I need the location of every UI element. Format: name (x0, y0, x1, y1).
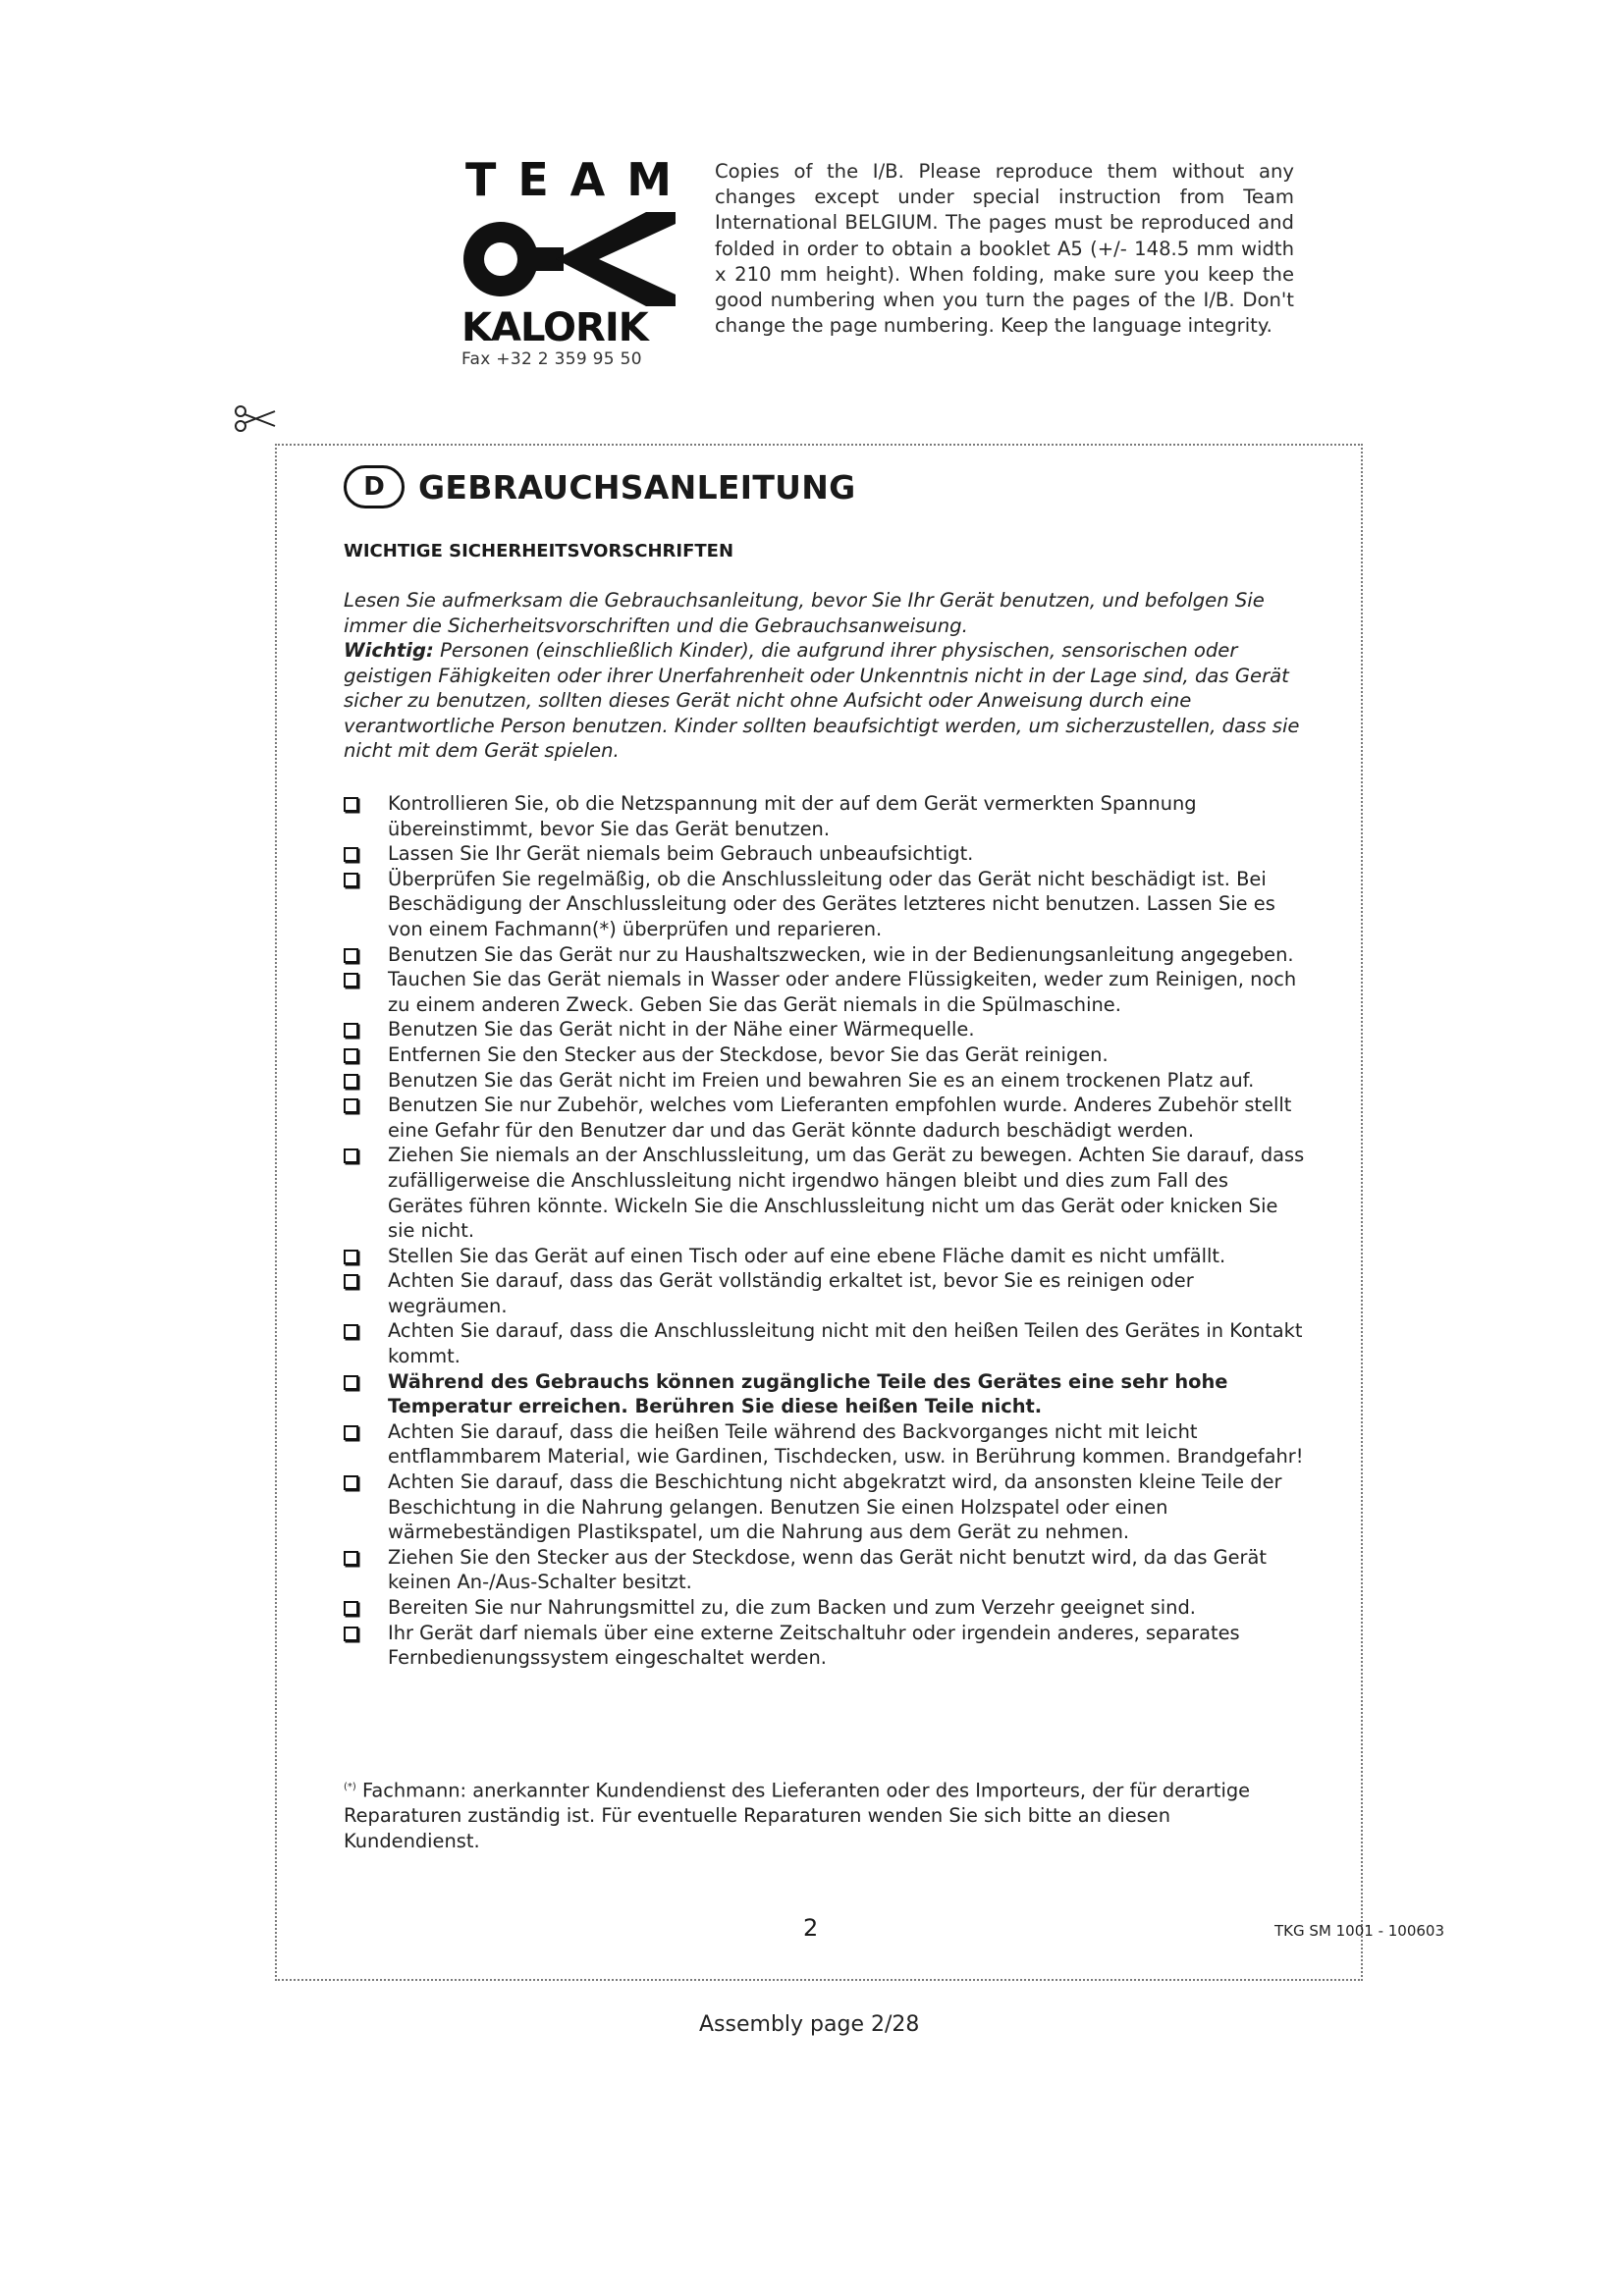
list-item-text: Stellen Sie das Gerät auf einen Tisch oder auf eine ebene Fläche damit es nicht umfällt. (388, 1244, 1226, 1267)
list-item (344, 1244, 1306, 1269)
checkbox-bullet-icon (344, 867, 388, 942)
checkbox-bullet-icon (344, 1268, 388, 1318)
scissors-icon (234, 404, 279, 434)
list-item-text: Benutzen Sie das Gerät nicht in der Nähe einer Wärmequelle. (388, 1018, 975, 1041)
list-item (344, 1268, 1306, 1318)
logo-brand: KALORIK (461, 305, 648, 350)
footnote-mark: (*) (344, 1782, 356, 1792)
checkbox-bullet-icon (344, 1068, 388, 1094)
checkbox-bullet-icon (344, 1042, 388, 1068)
list-item (344, 1042, 1306, 1068)
checkbox-bullet-icon (344, 1419, 388, 1469)
list-item-text: Lassen Sie Ihr Gerät niemals beim Gebrauch unbeaufsichtigt. (388, 842, 974, 866)
checkbox-bullet-icon (344, 1318, 388, 1368)
list-item (344, 791, 1306, 841)
safety-instructions-list (344, 791, 1306, 1671)
logo-letter: T (465, 153, 497, 206)
checkbox-bullet-icon (344, 967, 388, 1017)
list-item (344, 1545, 1306, 1595)
important-text: Personen (einschließlich Kinder), die aufgrund ihrer physischen, sensorischen oder geistigen Fähigkeiten oder ihrer Unerfahrenheit oder Unkenntnis nicht in der Lage sind, das Gerät sicher zu benutzen, sollten dieses Gerät nicht ohne Aufsicht oder Anweisung durch eine verantwortliche Person benutzen. Kinder sollten beaufsichtigt werden, um sicherzustellen, dass sie nicht mit dem Gerät spielen. (344, 639, 1300, 762)
team-kalorik-logo (461, 153, 677, 369)
language-badge: D (344, 465, 405, 508)
assembly-page-label: Assembly page 2/28 (699, 2012, 920, 2037)
list-item-text: Benutzen Sie das Gerät nicht im Freien und bewahren Sie es an einem trockenen Platz auf. (388, 1068, 1255, 1092)
list-item-text: Kontrollieren Sie, ob die Netzspannung mit der auf dem Gerät vermerkten Spannung übereinstimmt, bevor Sie das Gerät benutzen. (388, 792, 1197, 840)
list-item-text: Achten Sie darauf, dass das Gerät vollständig erkaltet ist, bevor Sie es reinigen oder wegräumen. (388, 1269, 1194, 1317)
footnote-text: Fachmann: anerkannter Kundendienst des Lieferanten oder des Importeurs, der für derartige Reparaturen zuständig ist. Für eventuelle Reparaturen wenden Sie sich bitte an diesen Kundendienst. (344, 1779, 1251, 1852)
list-item (344, 1017, 1306, 1042)
list-item-text: Benutzen Sie nur Zubehör, welches vom Lieferanten empfohlen wurde. Anderes Zubehör stellt eine Gefahr für den Benutzer dar und das Gerät könnte dadurch beschädigt werden. (388, 1094, 1292, 1142)
page-title (344, 465, 856, 508)
list-item (344, 1369, 1306, 1419)
logo-mark-icon (461, 212, 677, 306)
list-item (344, 967, 1306, 1017)
checkbox-bullet-icon (344, 1017, 388, 1042)
checkbox-bullet-icon (344, 1143, 388, 1243)
important-label: Wichtig: (344, 639, 434, 662)
logo-letter: E (517, 153, 549, 206)
section-heading: WICHTIGE SICHERHEITSVORSCHRIFTEN (344, 541, 734, 561)
checkbox-bullet-icon (344, 1469, 388, 1545)
list-item-text: Tauchen Sie das Gerät niemals in Wasser oder andere Flüssigkeiten, weder zum Reinigen, noch zu einem anderen Zweck. Geben Sie das Gerät niemals in die Spülmaschine. (388, 968, 1297, 1016)
list-item-text: Bereiten Sie nur Nahrungsmittel zu, die zum Backen und zum Verzehr geeignet sind. (388, 1596, 1196, 1619)
checkbox-bullet-icon (344, 1244, 388, 1269)
footnote (344, 1775, 1306, 1853)
list-item-text: Achten Sie darauf, dass die Beschichtung nicht abgekratzt wird, da ansonsten kleine Teile der Beschichtung in die Nahrung gelangen. Benutzen Sie einen Holzspatel oder einen wärmebeständigen Plastikspatel, um die Nahrung aus dem Gerät zu nehmen. (388, 1470, 1282, 1544)
list-item-text: Achten Sie darauf, dass die heißen Teile während des Backvorganges nicht mit leicht entflammbarem Material, wie Gardinen, Tischdecken, usw. in Berührung kommen. Brandgefahr! (388, 1419, 1304, 1468)
intro-paragraph: Lesen Sie aufmerksam die Gebrauchsanleitung, bevor Sie Ihr Gerät benutzen, und befolgen Sie immer die Sicherheitsvorschriften und die Gebrauchsanweisung. (344, 589, 1265, 637)
list-item (344, 867, 1306, 942)
document-code: TKG SM 1001 - 100603 (1274, 1922, 1445, 1940)
reproduction-notice: Copies of the I/B. Please reproduce them without any changes except under special instruction from Team International BELGIUM. The pages must be reproduced and folded in order to obtain a booklet A5 (+/- 148.5 mm width x 210 mm height). When folding, make sure you keep the good numbering when you turn the pages of the I/B. Don't change the page numbering. Keep the language integrity. (715, 160, 1294, 338)
checkbox-bullet-icon (344, 1595, 388, 1621)
intro-text (344, 588, 1302, 764)
document-title: GEBRAUCHSANLEITUNG (418, 467, 856, 507)
fax-number: Fax +32 2 359 95 50 (461, 349, 642, 369)
list-item-text: Ziehen Sie niemals an der Anschlussleitung, um das Gerät zu bewegen. Achten Sie darauf, dass zufälligerweise die Anschlussleitung nicht irgendwo hängen bleibt und dies zum Fall des Gerätes führen könnte. Wickeln Sie die Anschlussleitung nicht um das Gerät oder knicken Sie sie nicht. (388, 1144, 1305, 1243)
checkbox-bullet-icon (344, 841, 388, 867)
checkbox-bullet-icon (344, 1369, 388, 1419)
checkbox-bullet-icon (344, 1545, 388, 1595)
logo-letter: A (569, 153, 606, 206)
page-number: 2 (803, 1914, 819, 1942)
list-item (344, 1318, 1306, 1368)
list-item (344, 841, 1306, 867)
list-item (344, 1595, 1306, 1621)
list-item (344, 1143, 1306, 1243)
list-item (344, 1093, 1306, 1143)
list-item-text: Überprüfen Sie regelmäßig, ob die Anschlussleitung oder das Gerät nicht beschädigt ist. Bei Beschädigung der Anschlussleitung oder des Gerätes letzteres nicht benutzen. Lassen Sie es von einem Fachmann(*) überprüfen und reparieren. (388, 867, 1275, 940)
list-item-text: Ziehen Sie den Stecker aus der Steckdose, wenn das Gerät nicht benutzt wird, da das Gerät keinen An-/Aus-Schalter besitzt. (388, 1545, 1267, 1594)
checkbox-bullet-icon (344, 1621, 388, 1671)
checkbox-bullet-icon (344, 942, 388, 968)
checkbox-bullet-icon (344, 791, 388, 841)
list-item-text: Benutzen Sie das Gerät nur zu Haushaltszwecken, wie in der Bedienungsanleitung angegeben. (388, 942, 1294, 966)
checkbox-bullet-icon (344, 1093, 388, 1143)
list-item-text: Ihr Gerät darf niemals über eine externe Zeitschaltuhr oder irgendein anderes, separates Fernbedienungssystem eingeschaltet werden. (388, 1621, 1240, 1670)
logo-team-wordmark (461, 153, 677, 206)
list-item (344, 1068, 1306, 1094)
logo-letter: M (626, 153, 672, 206)
list-item-text: Achten Sie darauf, dass die Anschlussleitung nicht mit den heißen Teilen des Gerätes in Kontakt kommt. (388, 1319, 1303, 1368)
list-item (344, 1621, 1306, 1671)
list-item (344, 1419, 1306, 1469)
list-item-text: Während des Gebrauchs können zugängliche Teile des Gerätes eine sehr hohe Temperatur erreichen. Berühren Sie diese heißen Teile nicht. (388, 1369, 1228, 1418)
list-item-text: Entfernen Sie den Stecker aus der Steckdose, bevor Sie das Gerät reinigen. (388, 1042, 1109, 1066)
list-item (344, 942, 1306, 968)
important-paragraph (344, 638, 1302, 764)
list-item (344, 1469, 1306, 1545)
